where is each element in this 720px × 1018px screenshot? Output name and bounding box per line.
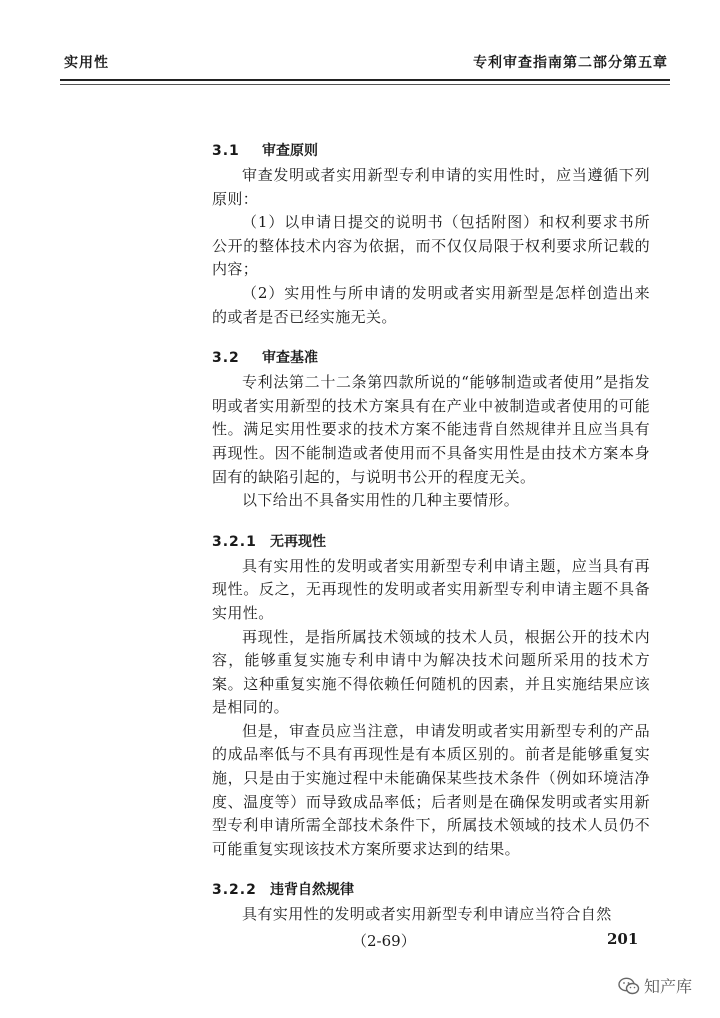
section-title: 审查基准	[262, 350, 318, 367]
section-heading-3-2	[212, 347, 650, 369]
wechat-icon	[618, 977, 640, 995]
section-number: 3.2	[212, 350, 240, 367]
paragraph: 再现性，是指所属技术领域的技术人员，根据公开的技术内容，能够重复实施专利申请中为解决技术问题所采用的技术方案。这种重复实施不得依赖任何随机的因素，并且实施结果应该是相同的。	[212, 627, 650, 717]
section-heading-3-2-1	[212, 531, 650, 553]
section-number: 3.2.1	[212, 533, 257, 550]
paragraph: 具有实用性的发明或者实用新型专利申请主题，应当具有再现性。反之，无再现性的发明或者实用新型专利申请主题不具备实用性。	[212, 556, 650, 622]
watermark-text: 知产库	[644, 977, 693, 996]
header-chapter-label: 专利审查指南第二部分第五章	[473, 55, 668, 71]
header-section-label: 实用性	[64, 55, 109, 71]
paragraph: （1）以申请日提交的说明书（包括附图）和权利要求书所公开的整体技术内容为依据，而不仅仅局限于权利要求所记载的内容；	[212, 213, 650, 279]
paragraph: 具有实用性的发明或者实用新型专利申请应当符合自然	[242, 905, 612, 924]
section-title: 审查原则	[262, 143, 318, 159]
paragraph: （2）实用性与所申请的发明或者实用新型是怎样创造出来的或者是否已经实施无关。	[212, 283, 650, 326]
main-content	[212, 140, 650, 927]
footer-page-code: （2-69）	[352, 932, 416, 950]
paragraph: 但是，审查员应当注意，申请发明或者实用新型专利的产品的成品率低与不具有再现性是有本质区别的。前者是能够重复实施，只是由于实施过程中未能确保某些技术条件（例如环境洁净度、温度等）而导致成品率低；后者则是在确保发明或者实用新型专利申请所需全部技术条件下，所属技术领域的技术人员仍不可能重复实现该技术方案所要求达到的结果。	[212, 721, 650, 858]
header-rule-thick	[60, 79, 670, 81]
paragraph: 审查发明或者实用新型专利申请的实用性时，应当遵循下列原则：	[212, 166, 650, 208]
page-header	[64, 52, 668, 76]
footer-page-number: 201	[607, 930, 639, 948]
paragraph: 专利法第二十二条第四款所说的“能够制造或者使用”是指发明或者实用新型的技术方案具有在产业中被制造或者使用的可能性。满足实用性要求的技术方案不能违背自然规律并且应当具有再现性。因不能制造或者使用而不具备实用性是由技术方案本身固有的缺陷引起的，与说明书公开的程度无关。	[212, 373, 650, 486]
section-heading-3-2-2	[212, 879, 650, 901]
paragraph: 以下给出不具备实用性的几种主要情形。	[242, 491, 520, 510]
section-number: 3.2.2	[212, 882, 257, 899]
watermark	[618, 974, 692, 997]
section-title: 无再现性	[270, 533, 326, 550]
header-rule-thin	[60, 84, 670, 85]
section-heading-3-1	[212, 140, 650, 162]
section-title: 违背自然规律	[270, 882, 354, 899]
section-number: 3.1	[212, 143, 240, 159]
